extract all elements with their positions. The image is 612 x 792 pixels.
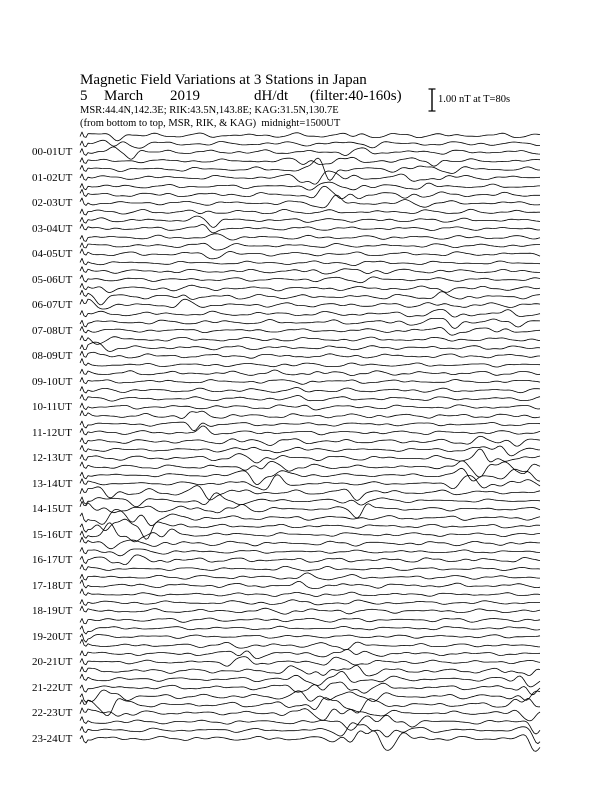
- trace-06-07UT-MSR: [80, 299, 540, 309]
- trace-22-23UT-RIK: [80, 698, 540, 716]
- trace-18-19UT-RIK: [80, 600, 540, 606]
- hour-label-12: 12-13UT: [32, 452, 73, 464]
- hour-label-2: 02-03UT: [32, 197, 73, 209]
- trace-22-23UT-MSR: [80, 708, 540, 721]
- trace-00-01UT-MSR: [80, 147, 540, 159]
- trace-11-12UT-RIK: [80, 421, 540, 431]
- trace-07-08UT-KAG: [80, 310, 540, 318]
- trace-09-10UT-MSR: [80, 378, 540, 385]
- trace-20-21UT-KAG: [80, 639, 540, 649]
- filter-label: (filter:40-160s): [310, 88, 402, 104]
- trace-09-10UT-RIK: [80, 369, 540, 375]
- date-day: 5: [80, 88, 88, 104]
- trace-04-05UT-KAG: [80, 234, 540, 242]
- trace-23-24UT-RIK: [80, 723, 540, 744]
- trace-13-14UT-MSR: [80, 475, 540, 490]
- chart-title: Magnetic Field Variations at 3 Stations in Japan: [80, 72, 367, 88]
- trace-16-17UT-RIK: [80, 548, 540, 556]
- date-month: March: [104, 88, 144, 104]
- hour-label-13: 13-14UT: [32, 477, 73, 490]
- trace-13-14UT-KAG: [80, 461, 540, 478]
- trace-06-07UT-RIK: [80, 290, 540, 305]
- scale-label: 1.00 nT at T=80s: [438, 94, 511, 105]
- trace-11-12UT-KAG: [80, 411, 540, 419]
- trace-23-24UT-KAG: [80, 715, 540, 734]
- hour-label-18: 18-19UT: [32, 605, 73, 617]
- trace-07-08UT-MSR: [80, 327, 540, 336]
- hour-label-3: 03-04UT: [32, 222, 73, 235]
- midnight-note: midnight=1500UT: [261, 118, 341, 129]
- trace-17-18UT-KAG: [80, 565, 540, 571]
- trace-21-22UT-MSR: [80, 682, 540, 695]
- trace-00-01UT-RIK: [80, 140, 540, 148]
- hour-label-9: 09-10UT: [32, 375, 73, 388]
- trace-10-11UT-RIK: [80, 395, 540, 402]
- trace-07-08UT-RIK: [80, 318, 540, 328]
- hour-label-7: 07-08UT: [32, 324, 73, 337]
- trace-03-04UT-KAG: [80, 209, 540, 215]
- trace-21-22UT-KAG: [80, 665, 540, 676]
- trace-17-18UT-RIK: [80, 573, 540, 580]
- trace-23-24UT-MSR: [80, 731, 540, 752]
- trace-08-09UT-KAG: [80, 336, 540, 345]
- trace-03-04UT-MSR: [80, 224, 540, 233]
- hour-label-6: 06-07UT: [32, 299, 73, 311]
- hour-label-20: 20-21UT: [32, 656, 73, 668]
- trace-18-19UT-KAG: [80, 589, 540, 597]
- trace-20-21UT-MSR: [80, 657, 540, 667]
- trace-12-13UT-KAG: [80, 436, 540, 446]
- trace-10-11UT-MSR: [80, 403, 540, 410]
- trace-09-10UT-KAG: [80, 359, 540, 367]
- trace-00-01UT-KAG: [80, 132, 540, 141]
- trace-14-15UT-RIK: [80, 493, 540, 507]
- station-order: (from bottom to top, MSR, RIK, & KAG): [80, 118, 257, 129]
- trace-12-13UT-RIK: [80, 445, 540, 455]
- hour-label-22: 22-23UT: [32, 707, 73, 719]
- trace-08-09UT-MSR: [80, 351, 540, 358]
- date-year: 2019: [170, 88, 200, 104]
- trace-11-12UT-MSR: [80, 426, 540, 435]
- hour-label-14: 14-15UT: [32, 503, 73, 515]
- trace-14-15UT-MSR: [80, 501, 540, 518]
- trace-05-06UT-KAG: [80, 258, 540, 265]
- trace-04-05UT-MSR: [80, 249, 540, 259]
- hour-label-1: 01-02UT: [32, 171, 73, 184]
- trace-05-06UT-RIK: [80, 267, 540, 274]
- trace-16-17UT-KAG: [80, 537, 540, 549]
- hour-label-17: 17-18UT: [32, 579, 73, 592]
- trace-18-19UT-MSR: [80, 606, 540, 614]
- trace-15-16UT-RIK: [80, 519, 540, 539]
- trace-02-03UT-KAG: [80, 182, 540, 190]
- trace-17-18UT-MSR: [80, 580, 540, 589]
- trace-05-06UT-MSR: [80, 275, 540, 283]
- trace-01-02UT-RIK: [80, 158, 540, 180]
- trace-19-20UT-KAG: [80, 618, 540, 624]
- quantity-label: dH/dt: [254, 88, 289, 104]
- trace-02-03UT-RIK: [80, 186, 540, 199]
- trace-15-16UT-KAG: [80, 509, 540, 525]
- trace-20-21UT-RIK: [80, 649, 540, 658]
- hour-label-8: 08-09UT: [32, 350, 73, 362]
- trace-14-15UT-KAG: [80, 486, 540, 501]
- trace-12-13UT-MSR: [80, 449, 540, 463]
- hour-label-16: 16-17UT: [32, 554, 73, 566]
- trace-02-03UT-MSR: [80, 195, 540, 208]
- trace-19-20UT-RIK: [80, 626, 540, 634]
- trace-19-20UT-MSR: [80, 634, 540, 642]
- hour-label-5: 05-06UT: [32, 273, 73, 286]
- trace-16-17UT-MSR: [80, 555, 540, 565]
- hour-label-11: 11-12UT: [32, 426, 72, 439]
- trace-06-07UT-KAG: [80, 283, 540, 292]
- hour-label-21: 21-22UT: [32, 681, 73, 694]
- trace-01-02UT-MSR: [80, 171, 540, 184]
- hour-label-10: 10-11UT: [32, 401, 72, 413]
- trace-22-23UT-KAG: [80, 690, 540, 702]
- trace-03-04UT-RIK: [80, 216, 540, 227]
- hour-label-15: 15-16UT: [32, 528, 73, 541]
- hour-label-23: 23-24UT: [32, 732, 73, 745]
- trace-04-05UT-RIK: [80, 243, 540, 250]
- hour-label-0: 00-01UT: [32, 146, 73, 158]
- trace-08-09UT-RIK: [80, 342, 540, 351]
- hour-label-4: 04-05UT: [32, 248, 73, 260]
- hour-label-19: 19-20UT: [32, 630, 73, 643]
- stations-line: MSR:44.4N,142.3E; RIK:43.5N,143.8E; KAG:31.5N,130.7E: [80, 105, 339, 116]
- trace-10-11UT-KAG: [80, 387, 540, 393]
- trace-13-14UT-RIK: [80, 468, 540, 484]
